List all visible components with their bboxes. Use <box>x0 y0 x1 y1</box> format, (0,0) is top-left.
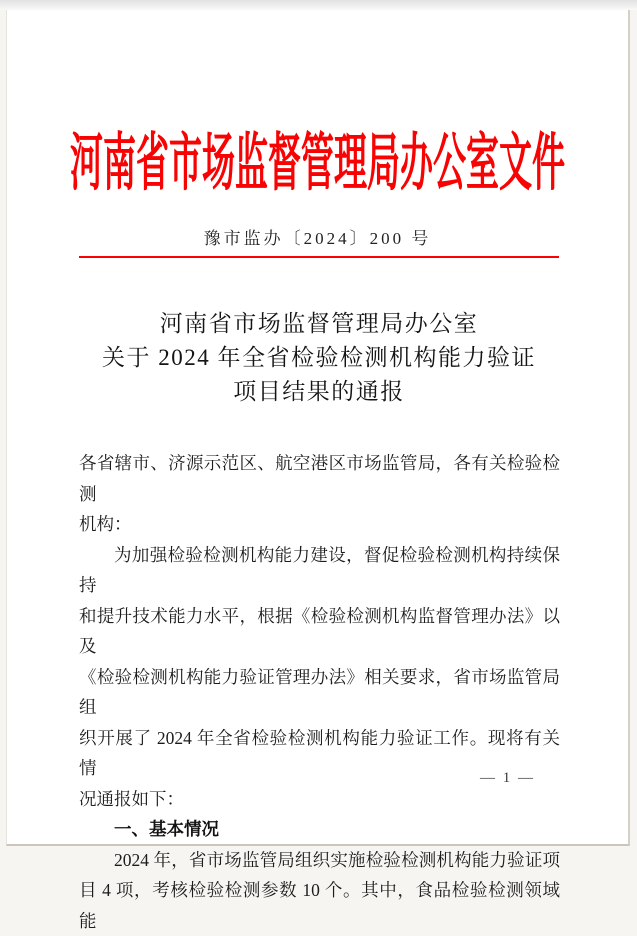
paragraph-line: 织开展了 2024 年全省检验检测机构能力验证工作。现将有关情 <box>79 727 560 778</box>
document-page <box>6 10 630 931</box>
page-number: — 1 — <box>480 770 535 786</box>
paragraph-line: 和提升技术能力水平，根据《检验检测机构监督管理办法》以及 <box>79 605 560 656</box>
paragraph-line: 为加强检验检测机构能力建设，督促检验检测机构持续保持 <box>79 544 560 595</box>
document-body <box>79 448 560 936</box>
document-letterhead-title: 河南省市场监督管理局办公室文件 <box>70 130 565 200</box>
paragraph-line: 2024 年，省市场监管局组织实施检验检测机构能力验证项 <box>114 849 560 870</box>
paragraph-line: 《检验检测机构能力验证管理办法》相关要求，省市场监管局组 <box>79 666 560 717</box>
letterhead-divider-line <box>79 256 559 258</box>
document-title-line-1: 河南省市场监督管理局办公室 <box>159 311 479 336</box>
paragraph-line: 况通报如下： <box>79 788 184 809</box>
document-title-line-3: 项目结果的通报 <box>233 379 405 404</box>
document-title-line-2: 关于 2024 年全省检验检测机构能力验证 <box>102 345 536 370</box>
page-top-shadow <box>0 0 637 10</box>
salutation-line: 各省辖市、济源示范区、航空港区市场监管局，各有关检验检测 <box>79 453 560 504</box>
section-heading: 一、基本情况 <box>114 819 219 839</box>
document-number: 豫市监办〔2024〕200 号 <box>203 229 432 248</box>
document-title <box>47 307 591 409</box>
paragraph-line: 目 4 项，考核检验检测参数 10 个。其中，食品检验检测领域能 <box>79 880 560 931</box>
salutation-line: 机构： <box>79 514 132 534</box>
